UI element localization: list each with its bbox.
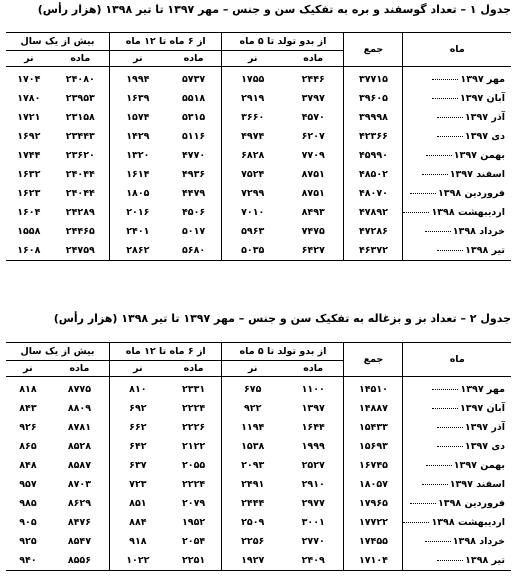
cell-6-12-female: ۲۳۳۱ xyxy=(181,383,206,395)
table-row xyxy=(6,222,511,241)
cell-6-12-female: ۴۴۷۹ xyxy=(181,187,206,199)
cell-over-year-male: ۹۰۵ xyxy=(19,516,37,528)
cell-6-12-male: ۱۰۲۲ xyxy=(109,551,165,571)
cell-month xyxy=(403,67,511,90)
cell-total: ۱۷۱۰۴ xyxy=(344,551,403,571)
cell-over-year-male: ۸۶۵ xyxy=(19,440,37,452)
cell-over-year-male: ۱۷۸۰ xyxy=(17,92,41,104)
cell-6-12-female: ۵۱۱۶ xyxy=(181,130,206,142)
header-male: نر xyxy=(109,361,165,377)
cell-over-year-female: ۸۷۷۵ xyxy=(67,383,92,395)
cell-over-year-male: ۹۲۵ xyxy=(19,535,37,547)
cell-month xyxy=(403,241,511,261)
month-label: اردیبهشت ۱۳۹۸ xyxy=(431,516,505,528)
cell-6-12-female: ۱۹۵۲ xyxy=(181,516,206,528)
month-label: اردیبهشت ۱۳۹۸ xyxy=(431,206,505,218)
header-female: ماده xyxy=(283,51,344,67)
cell-newborn-female: ۶۴۲۷ xyxy=(283,241,344,261)
month-label: اسفند ۱۳۹۷ xyxy=(449,168,505,180)
month-label: فروردین ۱۳۹۸ xyxy=(437,497,505,509)
cell-6-12-male: ۹۱۸ xyxy=(109,532,165,551)
cell-6-12-female: ۵۳۱۵ xyxy=(181,111,206,123)
cell-6-12-male: ۸۵۱ xyxy=(109,494,165,513)
table-row xyxy=(6,241,511,261)
month-label: اسفند ۱۳۹۷ xyxy=(449,478,505,490)
cell-total: ۱۷۷۲۲ xyxy=(344,513,403,532)
header-female: ماده xyxy=(166,51,222,67)
table1-container xyxy=(6,32,511,261)
leader-dots xyxy=(422,484,448,485)
cell-6-12-female: ۲۱۲۲ xyxy=(181,440,206,452)
leader-dots xyxy=(410,193,436,194)
cell-total: ۱۷۴۵۵ xyxy=(344,532,403,551)
cell-6-12-female: ۲۰۵۴ xyxy=(181,535,206,547)
cell-over-year-female: ۲۴۰۸۰ xyxy=(65,73,95,85)
table-row xyxy=(6,551,511,571)
month-label: آذر ۱۳۹۷ xyxy=(464,111,505,123)
leader-dots xyxy=(437,446,463,447)
cell-newborn-male: ۲۰۹۳ xyxy=(222,456,283,475)
cell-newborn-female: ۲۷۷۰ xyxy=(301,535,325,547)
cell-month xyxy=(403,184,511,203)
cell-over-year-female: ۸۷۸۱ xyxy=(67,421,92,433)
cell-over-year-female: ۲۳۹۵۳ xyxy=(65,92,95,104)
cell-over-year-female: ۲۴۲۸۹ xyxy=(65,206,95,218)
cell-6-12-female: ۴۵۰۶ xyxy=(181,206,206,218)
cell-month xyxy=(403,551,511,571)
leader-dots xyxy=(426,465,452,466)
cell-6-12-female: ۲۰۷۹ xyxy=(181,497,206,509)
cell-newborn-male: ۵۰۳۵ xyxy=(222,241,283,261)
cell-over-year-female: ۸۸۰۹ xyxy=(67,402,92,414)
cell-6-12-female: ۲۲۵۱ xyxy=(166,551,222,571)
cell-6-12-male: ۸۱۰ xyxy=(109,377,165,400)
cell-month xyxy=(403,475,511,494)
header-male: نر xyxy=(222,51,283,67)
leader-dots xyxy=(410,503,436,504)
cell-6-12-female: ۲۲۲۴ xyxy=(181,402,206,414)
table2 xyxy=(6,342,511,571)
month-label: آبان ۱۳۹۷ xyxy=(459,402,505,414)
header-female: ماده xyxy=(166,361,222,377)
cell-over-year-male: ۱۶۰۴ xyxy=(17,206,41,218)
cell-newborn-male: ۱۱۹۴ xyxy=(222,418,283,437)
table2-body xyxy=(6,377,511,571)
cell-month xyxy=(403,399,511,418)
cell-6-12-male: ۶۳۷ xyxy=(109,456,165,475)
month-label: بهمن ۱۳۹۷ xyxy=(453,459,505,471)
cell-6-12-female: ۵۶۸۰ xyxy=(166,241,222,261)
cell-over-year-female: ۸۵۵۶ xyxy=(50,551,110,571)
table2-container xyxy=(6,342,511,571)
month-label: دی ۱۳۹۷ xyxy=(464,130,505,142)
header-female: ماده xyxy=(52,51,110,67)
table-row xyxy=(6,184,511,203)
cell-newborn-female: ۳۷۹۷ xyxy=(301,92,325,104)
table1-body xyxy=(6,67,511,261)
header-total: جمع xyxy=(344,33,403,67)
cell-total: ۳۷۷۱۵ xyxy=(344,67,403,90)
cell-over-year-male: ۹۵۷ xyxy=(19,478,37,490)
header-group-6-12: از ۶ ماه تا ۱۲ ماه xyxy=(109,33,221,51)
table-row xyxy=(6,203,511,222)
cell-6-12-female: ۵۷۳۷ xyxy=(181,73,206,85)
leader-dots xyxy=(432,389,458,390)
leader-dots xyxy=(432,408,458,409)
cell-over-year-male: ۹۸۵ xyxy=(19,497,37,509)
cell-total: ۴۷۸۹۲ xyxy=(344,203,403,222)
cell-newborn-male: ۱۵۳۸ xyxy=(222,437,283,456)
cell-6-12-male: ۱۴۲۹ xyxy=(109,127,165,146)
table-row xyxy=(6,475,511,494)
cell-over-year-male: ۹۴۰ xyxy=(6,551,50,571)
cell-newborn-male: ۹۲۲ xyxy=(222,399,283,418)
month-label: فروردین ۱۳۹۸ xyxy=(437,187,505,199)
cell-total: ۱۷۹۶۵ xyxy=(344,494,403,513)
header-female: ماده xyxy=(283,361,344,377)
cell-newborn-female: ۸۷۵۱ xyxy=(301,168,325,180)
leader-dots xyxy=(403,212,429,213)
cell-newborn-male: ۲۵۰۹ xyxy=(222,513,283,532)
cell-over-year-male: ۱۶۳۲ xyxy=(17,168,41,180)
cell-month xyxy=(403,108,511,127)
cell-newborn-male: ۷۰۱۰ xyxy=(222,203,283,222)
cell-total: ۳۹۶۰۵ xyxy=(344,89,403,108)
table2-title: جدول ۲ – تعداد بز و بزغاله به تفکیک سن و جنس – مهر ۱۳۹۷ تا تیر ۱۳۹۸ (هزار رأس) xyxy=(53,312,511,325)
header-group-newborn: از بدو تولد تا ۵ ماه xyxy=(222,33,344,51)
leader-dots xyxy=(437,427,463,428)
cell-total: ۱۸۰۵۷ xyxy=(344,475,403,494)
cell-total: ۱۵۶۹۳ xyxy=(344,437,403,456)
table1-title: جدول ۱ – تعداد گوسفند و بره به تفکیک سن و جنس – مهر ۱۳۹۷ تا تیر ۱۳۹۸ (هزار رأس) xyxy=(37,3,511,16)
cell-month xyxy=(403,377,511,400)
cell-over-year-female: ۸۶۲۹ xyxy=(67,497,92,509)
header-group-over-year: بیش از یک سال xyxy=(6,33,109,51)
cell-6-12-male: ۲۴۰۱ xyxy=(109,222,165,241)
cell-newborn-female: ۳۰۰۱ xyxy=(301,516,325,528)
cell-6-12-male: ۲۸۶۲ xyxy=(109,241,165,261)
cell-newborn-female: ۱۳۹۷ xyxy=(301,402,325,414)
leader-dots xyxy=(437,250,463,251)
leader-dots xyxy=(425,541,451,542)
month-label: دی ۱۳۹۷ xyxy=(464,440,505,452)
cell-over-year-female: ۸۵۲۸ xyxy=(67,440,92,452)
cell-over-year-male: ۱۶۹۲ xyxy=(17,130,41,142)
cell-6-12-male: ۸۸۴ xyxy=(109,513,165,532)
table-row xyxy=(6,513,511,532)
table-row xyxy=(6,418,511,437)
table-row xyxy=(6,146,511,165)
leader-dots xyxy=(422,174,448,175)
cell-6-12-female: ۲۰۵۵ xyxy=(181,459,206,471)
cell-newborn-male: ۷۲۹۹ xyxy=(222,184,283,203)
cell-total: ۱۶۷۴۵ xyxy=(344,456,403,475)
cell-newborn-female: ۸۷۵۱ xyxy=(301,187,325,199)
cell-newborn-female: ۱۱۰۰ xyxy=(301,383,325,395)
cell-6-12-male: ۶۹۲ xyxy=(109,399,165,418)
cell-newborn-female: ۴۵۷۰ xyxy=(301,111,325,123)
table-row xyxy=(6,127,511,146)
cell-total: ۴۶۳۷۲ xyxy=(344,241,403,261)
table-row xyxy=(6,67,511,90)
cell-total: ۱۴۵۱۰ xyxy=(344,377,403,400)
cell-newborn-male: ۷۵۲۴ xyxy=(222,165,283,184)
month-label: خرداد ۱۳۹۸ xyxy=(452,535,505,547)
cell-newborn-female: ۲۴۰۹ xyxy=(283,551,344,571)
cell-over-year-male: ۸۱۸ xyxy=(19,383,37,395)
cell-newborn-male: ۵۹۶۳ xyxy=(222,222,283,241)
table-row xyxy=(6,108,511,127)
month-label: خرداد ۱۳۹۸ xyxy=(452,225,505,237)
cell-6-12-female: ۴۷۷۰ xyxy=(181,149,206,161)
cell-newborn-female: ۱۹۹۹ xyxy=(301,440,325,452)
leader-dots xyxy=(437,560,463,561)
cell-6-12-female: ۲۲۲۴ xyxy=(181,478,206,490)
leader-dots xyxy=(432,98,458,99)
cell-newborn-male: ۱۷۵۵ xyxy=(222,67,283,90)
leader-dots xyxy=(437,136,463,137)
cell-6-12-female: ۴۹۳۶ xyxy=(181,168,206,180)
cell-total: ۴۸۵۰۲ xyxy=(344,165,403,184)
cell-over-year-female: ۲۴۰۴۴ xyxy=(65,168,95,180)
cell-6-12-male: ۱۶۳۹ xyxy=(109,89,165,108)
cell-over-year-female: ۲۳۱۵۸ xyxy=(65,111,95,123)
table-row xyxy=(6,532,511,551)
table-row xyxy=(6,494,511,513)
header-month: ماه xyxy=(403,343,511,377)
cell-over-year-male: ۱۷۰۴ xyxy=(17,73,41,85)
month-label: بهمن ۱۳۹۷ xyxy=(453,149,505,161)
month-label: تیر ۱۳۹۸ xyxy=(465,554,505,566)
cell-newborn-female: ۸۴۹۳ xyxy=(301,206,325,218)
leader-dots xyxy=(437,117,463,118)
cell-newborn-male: ۳۶۶۰ xyxy=(222,108,283,127)
cell-newborn-male: ۲۲۵۶ xyxy=(222,532,283,551)
cell-month xyxy=(403,222,511,241)
month-label: مهر ۱۳۹۷ xyxy=(460,383,505,395)
cell-total: ۴۲۳۶۶ xyxy=(344,127,403,146)
cell-over-year-female: ۲۴۰۴۴ xyxy=(65,187,95,199)
cell-6-12-male: ۱۸۰۵ xyxy=(109,184,165,203)
table-row xyxy=(6,437,511,456)
cell-over-year-female: ۲۴۷۵۹ xyxy=(52,241,110,261)
header-female: ماده xyxy=(50,361,110,377)
table-row xyxy=(6,377,511,400)
month-label: مهر ۱۳۹۷ xyxy=(460,73,505,85)
cell-6-12-female: ۵۵۱۸ xyxy=(181,92,206,104)
header-male: نر xyxy=(6,361,50,377)
cell-month xyxy=(403,532,511,551)
cell-over-year-male: ۸۴۳ xyxy=(19,402,37,414)
header-male: نر xyxy=(109,51,165,67)
cell-over-year-male: ۸۴۸ xyxy=(19,459,37,471)
cell-6-12-male: ۷۲۳ xyxy=(109,475,165,494)
table-row xyxy=(6,165,511,184)
cell-over-year-male: ۱۷۴۴ xyxy=(17,149,41,161)
month-label: آبان ۱۳۹۷ xyxy=(459,92,505,104)
header-group-over-year: بیش از یک سال xyxy=(6,343,109,361)
cell-newborn-female: ۶۲۰۷ xyxy=(301,130,325,142)
leader-dots xyxy=(425,231,451,232)
cell-total: ۳۹۹۹۸ xyxy=(344,108,403,127)
cell-6-12-female: ۵۰۱۷ xyxy=(181,225,206,237)
cell-over-year-female: ۲۳۶۲۰ xyxy=(65,149,95,161)
header-month: ماه xyxy=(403,33,511,67)
cell-over-year-male: ۱۵۵۸ xyxy=(17,225,41,237)
cell-6-12-male: ۱۵۷۴ xyxy=(109,108,165,127)
cell-newborn-female: ۲۵۲۷ xyxy=(301,459,325,471)
cell-month xyxy=(403,127,511,146)
cell-newborn-female: ۱۶۴۴ xyxy=(301,421,325,433)
cell-over-year-male: ۱۶۰۸ xyxy=(6,241,52,261)
header-male: نر xyxy=(6,51,52,67)
cell-newborn-male: ۱۹۲۷ xyxy=(222,551,283,571)
cell-6-12-male: ۱۳۲۰ xyxy=(109,146,165,165)
cell-newborn-female: ۲۴۴۶ xyxy=(301,73,325,85)
cell-month xyxy=(403,146,511,165)
cell-newborn-male: ۲۹۱۹ xyxy=(222,89,283,108)
cell-month xyxy=(403,456,511,475)
cell-total: ۴۵۹۹۰ xyxy=(344,146,403,165)
cell-6-12-male: ۲۰۱۶ xyxy=(109,203,165,222)
cell-over-year-female: ۸۴۷۶ xyxy=(67,516,92,528)
cell-over-year-female: ۸۵۴۷ xyxy=(67,535,92,547)
header-group-6-12: از ۶ ماه تا ۱۲ ماه xyxy=(109,343,221,361)
cell-total: ۱۴۸۸۷ xyxy=(344,399,403,418)
leader-dots xyxy=(403,522,429,523)
cell-over-year-female: ۲۳۴۴۳ xyxy=(65,130,95,142)
cell-over-year-female: ۸۷۰۳ xyxy=(67,478,92,490)
cell-newborn-female: ۲۹۱۰ xyxy=(301,478,325,490)
header-group-newborn: از بدو تولد تا ۵ ماه xyxy=(222,343,344,361)
cell-month xyxy=(403,203,511,222)
table-row xyxy=(6,456,511,475)
cell-6-12-female: ۲۲۲۶ xyxy=(181,421,206,433)
month-label: آذر ۱۳۹۷ xyxy=(464,421,505,433)
cell-month xyxy=(403,494,511,513)
cell-6-12-male: ۱۶۱۴ xyxy=(109,165,165,184)
cell-total: ۴۸۰۷۰ xyxy=(344,184,403,203)
cell-newborn-male: ۲۴۴۴ xyxy=(222,494,283,513)
cell-newborn-male: ۶۷۵ xyxy=(222,377,283,400)
cell-month xyxy=(403,165,511,184)
cell-month xyxy=(403,513,511,532)
cell-month xyxy=(403,418,511,437)
cell-newborn-female: ۷۴۷۵ xyxy=(301,225,325,237)
header-male: نر xyxy=(222,361,283,377)
table-row xyxy=(6,399,511,418)
cell-over-year-female: ۲۴۴۶۵ xyxy=(65,225,95,237)
cell-month xyxy=(403,437,511,456)
cell-newborn-male: ۲۴۹۱ xyxy=(222,475,283,494)
cell-newborn-male: ۴۹۷۴ xyxy=(222,127,283,146)
cell-over-year-male: ۹۲۶ xyxy=(19,421,37,433)
cell-6-12-male: ۶۴۲ xyxy=(109,437,165,456)
month-label: تیر ۱۳۹۸ xyxy=(465,244,505,256)
cell-over-year-female: ۸۵۸۷ xyxy=(67,459,92,471)
cell-month xyxy=(403,89,511,108)
cell-newborn-male: ۶۸۲۸ xyxy=(222,146,283,165)
cell-over-year-male: ۱۷۲۱ xyxy=(17,111,41,123)
cell-6-12-male: ۶۶۲ xyxy=(109,418,165,437)
cell-newborn-female: ۲۹۷۷ xyxy=(301,497,325,509)
leader-dots xyxy=(432,79,458,80)
table1 xyxy=(6,32,511,261)
table-row xyxy=(6,89,511,108)
cell-total: ۴۷۲۸۶ xyxy=(344,222,403,241)
cell-over-year-male: ۱۶۲۳ xyxy=(17,187,41,199)
header-total: جمع xyxy=(344,343,403,377)
leader-dots xyxy=(426,155,452,156)
cell-total: ۱۵۴۳۳ xyxy=(344,418,403,437)
cell-6-12-male: ۱۹۹۴ xyxy=(109,67,165,90)
cell-newborn-female: ۷۷۰۹ xyxy=(301,149,325,161)
